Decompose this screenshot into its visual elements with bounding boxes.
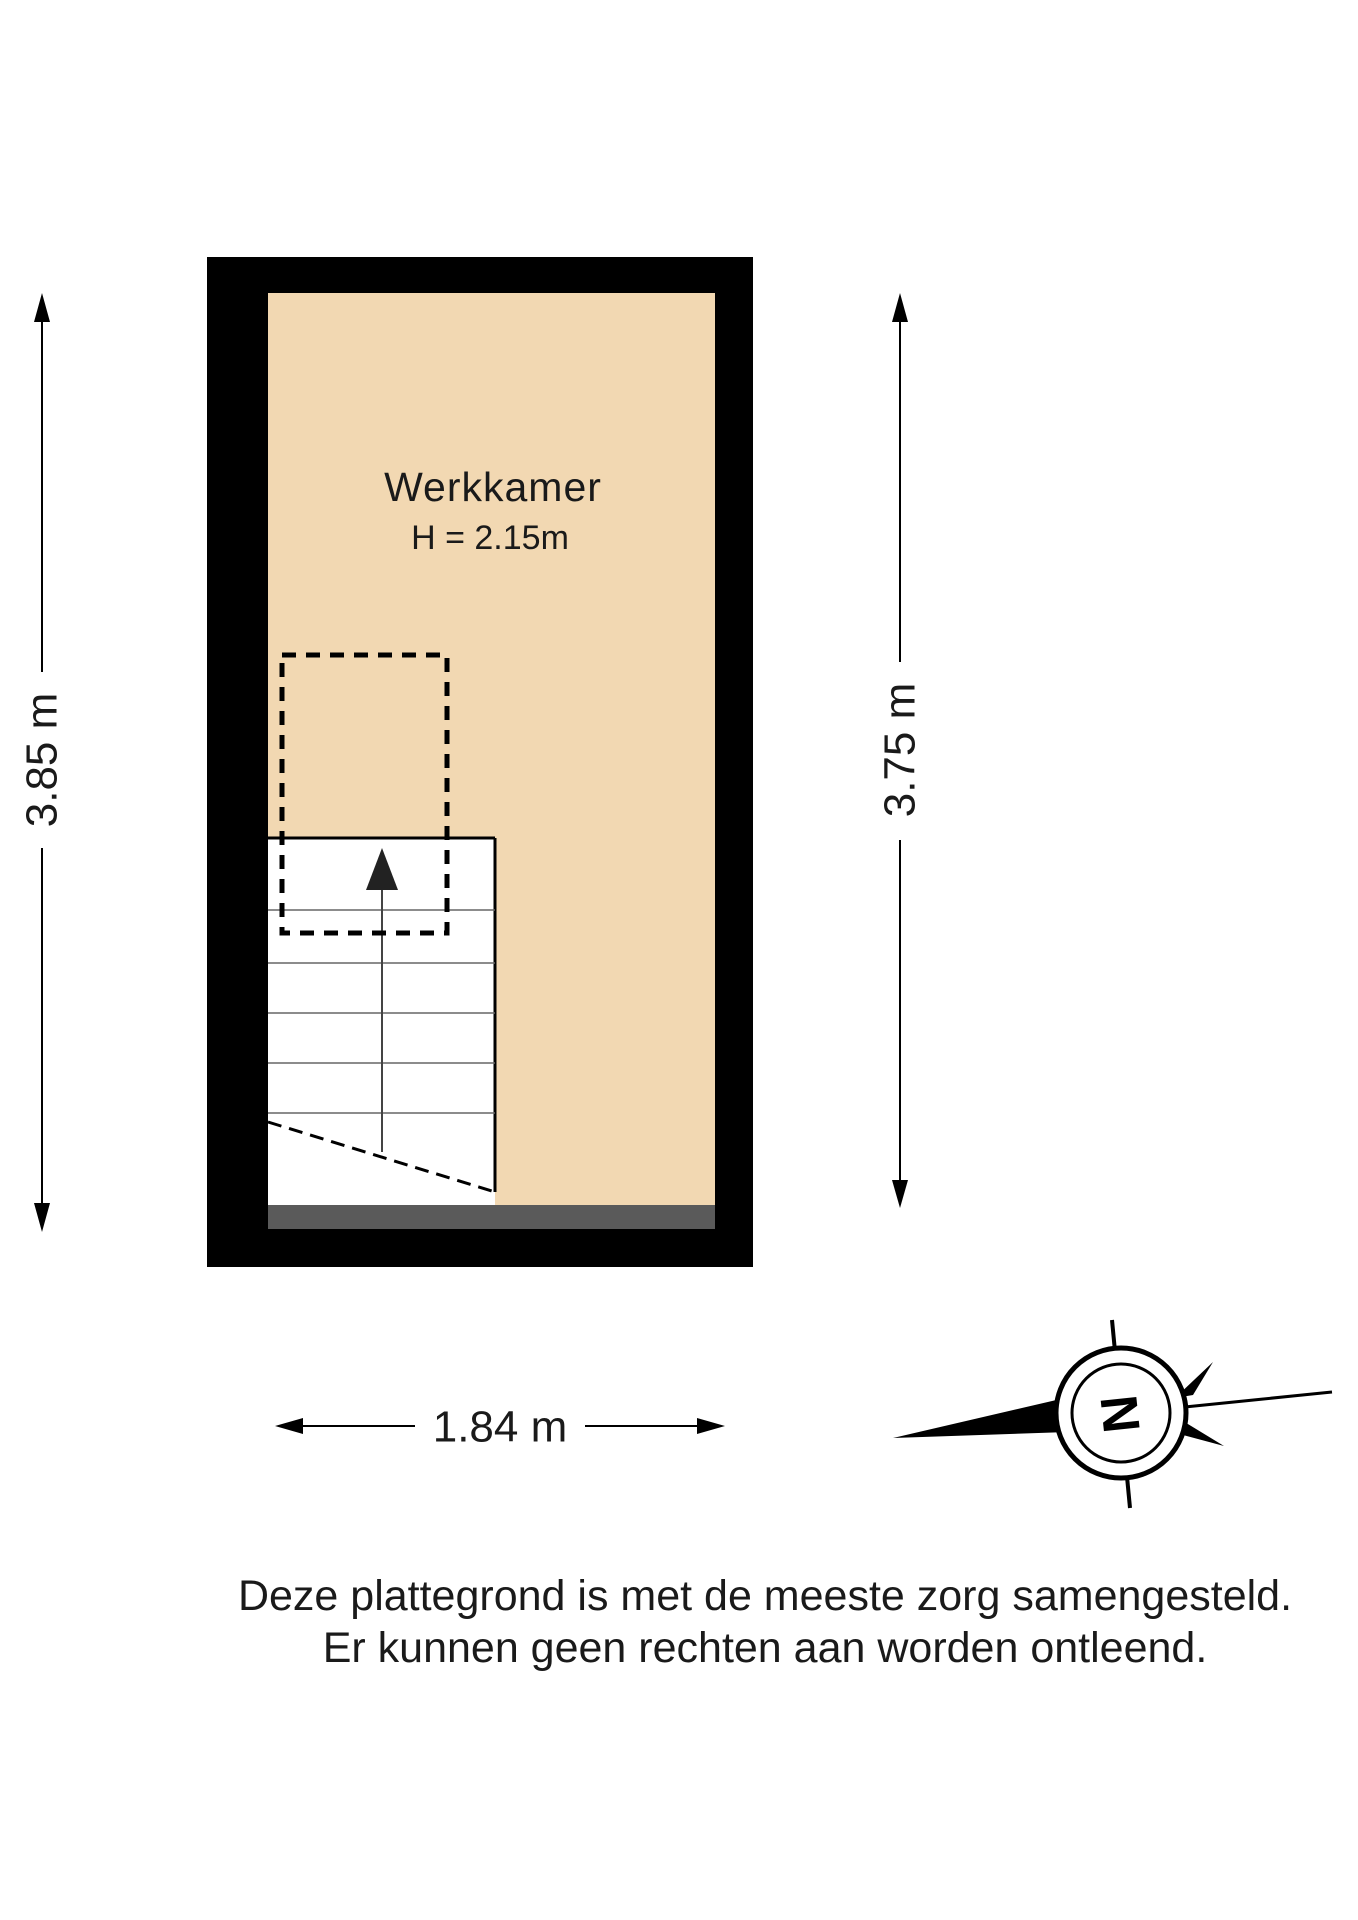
disclaimer-line-2: Er kunnen geen rechten aan worden ontleend.: [322, 1624, 1208, 1672]
arrow-up-icon: [34, 293, 50, 322]
arrow-down-icon: [34, 1203, 50, 1232]
arrow-down-icon: [892, 1180, 908, 1208]
width-label: 1.84 m: [432, 1402, 568, 1452]
arrow-left-icon: [275, 1418, 303, 1434]
left-height-label: 3.85 m: [17, 692, 67, 828]
width-dimension: [275, 1403, 725, 1452]
threshold-strip: [268, 1205, 715, 1229]
left-height-dimension: [18, 293, 67, 1232]
room-name: Werkkamer: [384, 464, 602, 510]
arrow-up-icon: [892, 293, 908, 322]
arrow-right-icon: [697, 1418, 725, 1434]
compass-north-label: N: [1090, 1392, 1152, 1436]
room-height: H = 2.15m: [411, 519, 569, 557]
right-height-dimension: [876, 293, 925, 1208]
staircase: [268, 838, 495, 1205]
disclaimer: [150, 1570, 1358, 1674]
right-height-label: 3.75 m: [875, 682, 925, 818]
compass-icon: [893, 1320, 1332, 1508]
disclaimer-line-1: Deze plattegrond is met de meeste zorg samengesteld.: [237, 1572, 1293, 1620]
